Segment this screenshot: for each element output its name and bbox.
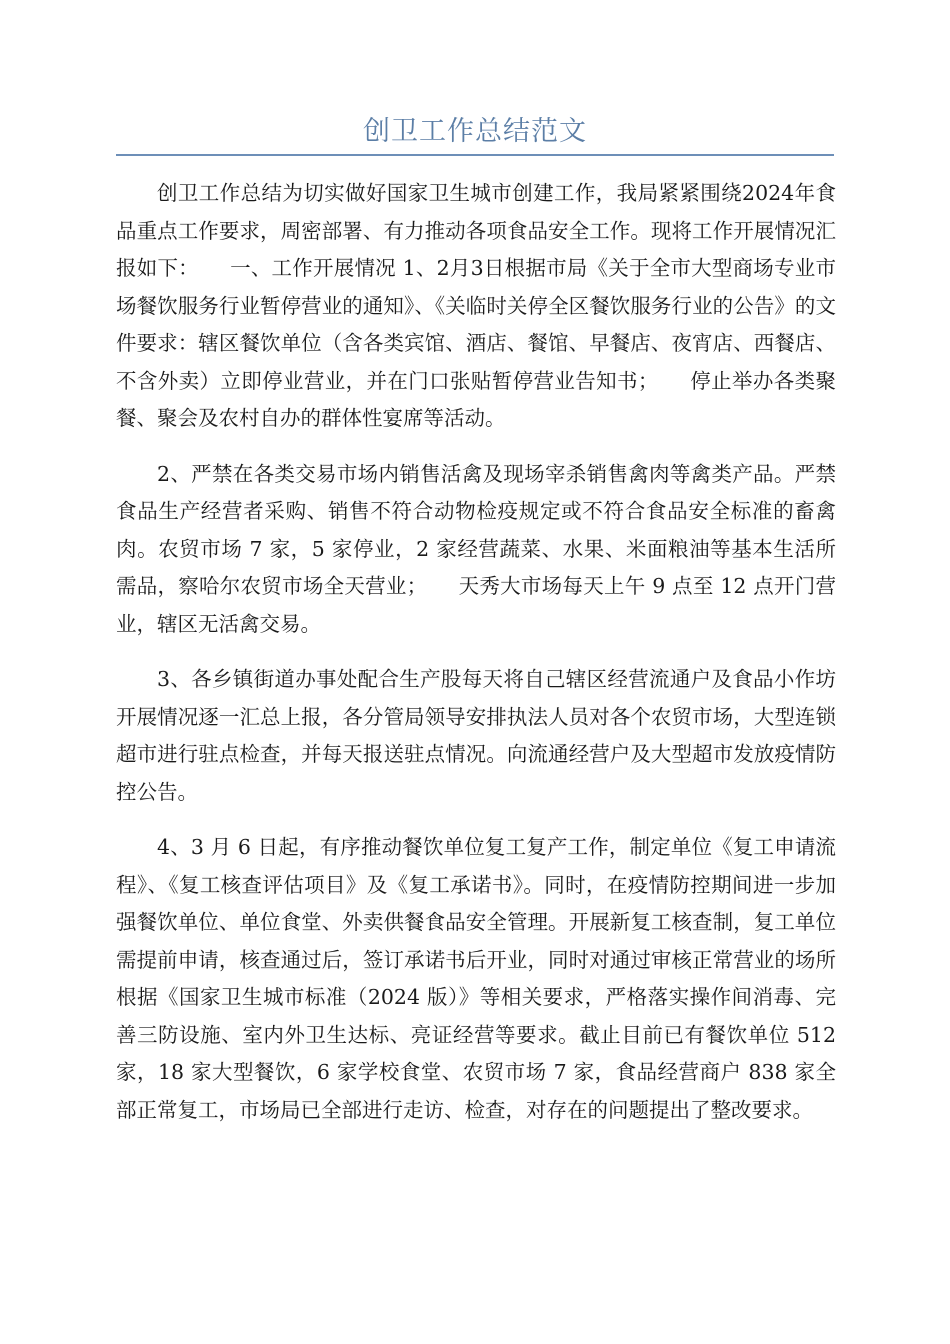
paragraph-1: 创卫工作总结为切实做好国家卫生城市创建工作，我局紧紧围绕2024年食品重点工作要求，周密部署、有力推动各项食品安全工作。现将工作开展情况汇报如下： 一、工作开展情况 1、2月3日根据市局《关于全市大型商场专业市场餐饮服务行业暂停营业的通知》、《关临时关停全区餐饮服务行业的公告》的文件要求：辖区餐饮单位（含各类宾馆、酒店、餐馆、早餐店、夜宵店、西餐店、不含外卖）立即停业营业，并在门口张贴暂停营业告知书； 停止举办各类聚餐、聚会及农村自办的群体性宴席等活动。 <box>116 181 836 430</box>
document-title: 创卫工作总结范文 <box>363 116 587 147</box>
title-underline <box>116 154 834 156</box>
paragraph-4: 4、3 月 6 日起，有序推动餐饮单位复工复产工作，制定单位《复工申请流程》、《复工核查评估项目》及《复工承诺书》。同时，在疫情防控期间进一步加强餐饮单位、单位食堂、外卖供餐食品安全管理。开展新复工核查制，复工单位需提前申请，核查通过后，签订承诺书后开业，同时对通过审核正常营业的场所根据《国家卫生城市标准（2024 版）》等相关要求，严格落实操作间消毒、完善三防设施、室内外卫生达标、亮证经营等要求。截止目前已有餐饮单位 512 家，18 家大型餐饮，6 家学校食堂、农贸市场 7 家，食品经营商户 838 家全部正常复工，市场局已全部进行走访、检查，对存在的问题提出了整改要求。 <box>116 835 836 1122</box>
paragraph-2: 2、严禁在各类交易市场内销售活禽及现场宰杀销售禽肉等禽类产品。严禁食品生产经营者采购、销售不符合动物检疫规定或不符合食品安全标准的畜禽肉。农贸市场 7 家，5 家停业，2 家经营蔬菜、水果、米面粮油等基本生活所需品，察哈尔农贸市场全天营业； 天秀大市场每天上午 9 点至 12 点开门营业，辖区无活禽交易。 <box>116 461 836 636</box>
paragraph-3: 3、各乡镇街道办事处配合生产股每天将自己辖区经营流通户及食品小作坊开展情况逐一汇总上报，各分管局领导安排执法人员对各个农贸市场，大型连锁超市进行驻点检查，并每天报送驻点情况。向流通经营户及大型超市发放疫情防控公告。 <box>116 667 836 804</box>
document-body <box>116 175 836 1147</box>
